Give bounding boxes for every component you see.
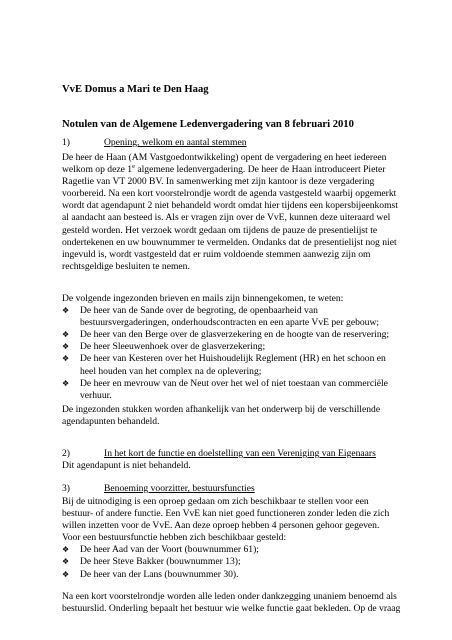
list-item-text: De heer en mevrouw van de Neut over het wel of niet toestaan van commerciële verhuur. [80, 377, 388, 401]
section-3-paragraph-2: Voor een bestuursfunctie hebben zich beschikbaar gesteld: [62, 532, 287, 544]
document-title: Notulen van de Algemene Ledenvergadering van 8 februari 2010 [62, 119, 354, 130]
list-item [62, 569, 402, 581]
section-1-paragraph-2: De volgende ingezonden brieven en mails zijn binnengekomen, te weten: [62, 293, 344, 304]
diamond-bullet-icon: ❖ [62, 545, 70, 555]
list-item [62, 556, 402, 568]
list-item [62, 378, 402, 402]
section-2-number: 2) [62, 448, 70, 459]
board-candidates-list [62, 544, 402, 580]
diamond-bullet-icon: ❖ [62, 342, 70, 352]
section-1-closing [62, 404, 402, 428]
list-item [62, 341, 402, 353]
section-3-paragraph-3: Na een kort voorstelrondje worden alle leden onder dankzegging unaniem benoemd als bestuurslid. Onderling bepaalt het bestuur wie welke functie gaat bekleden. Op de vraag [62, 591, 401, 615]
section-3-number: 3) [62, 483, 70, 494]
section-1-paragraph-1-part-b: algemene ledenvergadering. De heer de Haan introduceert Pieter Ragetlie van VT 2000 BV. In samenwerking met zijn kantoor is deze vergadering voorbereid. Na een kort voorstelrondje wordt de agenda vastgesteld waarbij opgemerkt wordt dat agendapunt 2 niet behandeld wordt omdat hier tijdens een kopersbijeenkomst al aandacht aan besteed is. Als er vragen zijn over de VvE, kunnen deze uiteraard wel gesteld worden. Het verzoek wordt gedaan om tijdens de pauze de presentielijst te ondertekenen en uw bouwnummer te vermelden. Ondanks dat de presentielijst nog niet ingevuld is, wordt vastgesteld dat er ruim voldoende stemmen aanwezig zijn om rechtsgeldige besluiten te nemen. [62, 164, 398, 272]
section-3-closing [62, 591, 402, 615]
section-3-label: Benoeming voorzitter, bestuursfuncties [104, 483, 255, 494]
list-item-text: De heer van Kesteren over het Huishoudelijk Reglement (HR) en het schoon en heel houden van het complex na de oplevering; [80, 353, 386, 377]
diamond-bullet-icon: ❖ [62, 557, 70, 567]
list-item [62, 305, 402, 329]
diamond-bullet-icon: ❖ [62, 306, 70, 316]
diamond-bullet-icon: ❖ [62, 378, 70, 388]
section-2-body [62, 460, 402, 472]
list-item [62, 544, 402, 556]
list-item-text: De heer van de Sande over de begroting, de openbaarheid van bestuursvergaderingen, onderhoudscontracten en een aparte VvE per gebouw; [80, 305, 380, 329]
list-item-text: De heer Steve Bakker (bouwnummer 13); [80, 556, 241, 568]
section-2-paragraph-1: Dit agendapunt is niet behandeld. [62, 460, 191, 471]
section-3-heading [62, 483, 255, 495]
list-item [62, 353, 402, 377]
diamond-bullet-icon: ❖ [62, 354, 70, 364]
section-2-label: In het kort de functie en doelstelling van een Vereniging van Eigenaars [104, 448, 376, 459]
diamond-bullet-icon: ❖ [62, 569, 70, 579]
section-1-letters [62, 293, 402, 402]
list-item-text: De heer van der Lans (bouwnummer 30). [80, 568, 239, 580]
section-3-body [62, 496, 402, 581]
list-item-text: De heer Sleeuwenhoek over de glasverzekering; [80, 341, 266, 353]
list-item-text: De heer van den Berge over de glasverzekering en de hoogte van de reservering; [80, 329, 390, 341]
section-1-heading [62, 137, 247, 149]
list-item [62, 329, 402, 341]
section-1-body [62, 152, 402, 273]
ordinal-superscript: e [132, 162, 135, 170]
section-1-paragraph-1-part-a: De heer de Haan (AM Vastgoedontwikkeling) opent de vergadering en heet iedereen welkom op deze 1 [62, 152, 387, 176]
list-item-text: De heer Aad van der Voort (bouwnummer 61); [80, 544, 259, 556]
incoming-letters-list [62, 305, 402, 402]
section-3-paragraph-1: Bij de uitnodiging is een oproep gedaan om zich beschikbaar te stellen voor een bestuur- of andere functie. Een VvE kan niet goed functioneren zonder leden die zich willen inzetten voor de VvE. Aan deze oproep hebben 4 personen gehoor gegeven. [62, 496, 390, 532]
diamond-bullet-icon: ❖ [62, 330, 70, 340]
section-1-paragraph-3: De ingezonden stukken worden afhankelijk van het onderwerp bij de verschillende agendapunten behandeld. [62, 404, 381, 428]
section-1-label: Opening, welkom en aantal stemmen [104, 137, 247, 148]
organization-title: VvE Domus a Mari te Den Haag [62, 84, 209, 95]
section-2-heading [62, 448, 376, 460]
section-1-number: 1) [62, 137, 70, 148]
section-1-paragraph-1 [62, 152, 402, 273]
